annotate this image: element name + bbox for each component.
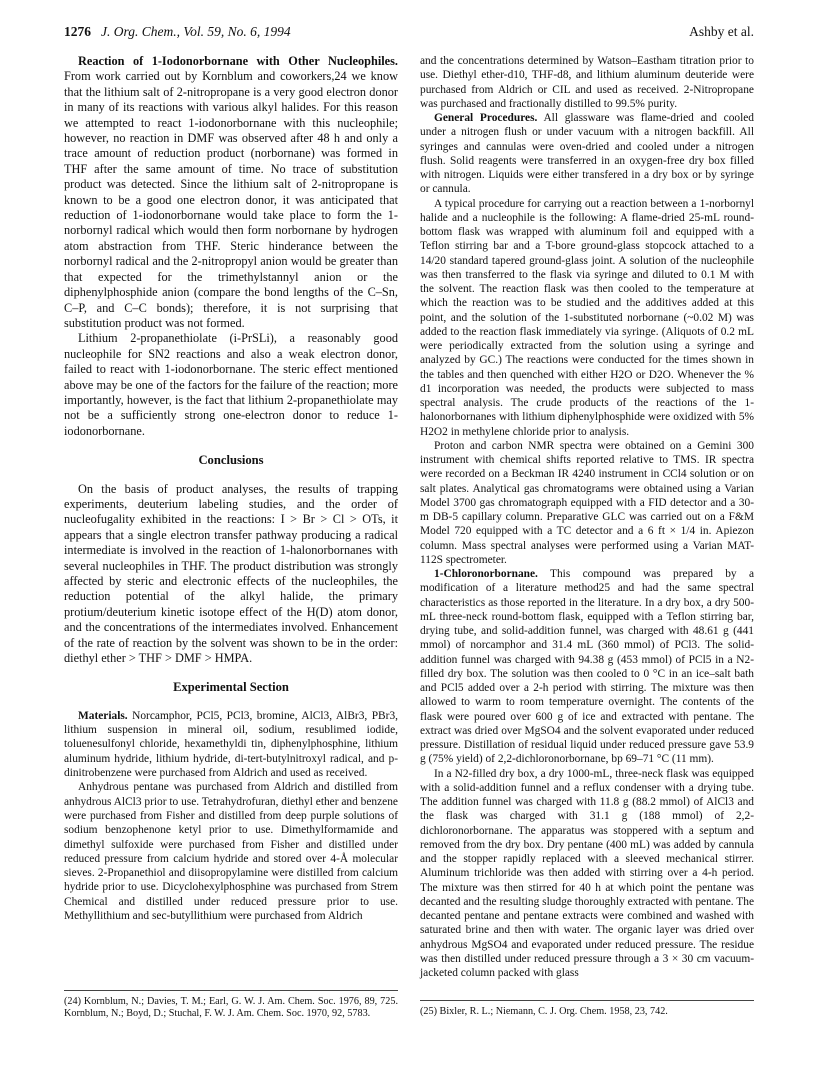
footnote-25: (25) Bixler, R. L.; Niemann, C. J. Org. Chem. 1958, 23, 742. <box>420 1000 754 1018</box>
running-header <box>64 24 754 44</box>
journal-citation: J. Org. Chem., Vol. 59, No. 6, 1994 <box>101 24 291 39</box>
paragraph-chloronorbornane: 1-Chloronorbornane. This compound was prepared by a modification of a literature method25 and had the same spectral characteristics as those reported in the literature. In a dry box, a dry 500-mL three-neck round-bottom flask, equipped with a Teflon stirring bar, drying tube, and solid-addition funnel, was charged with 48.61 g (441 mmol) of norcamphor and 31.4 mL (360 mmol) of PCl3. The solid-addition funnel was charged with 94.38 g (453 mmol) of PCl5 in a N2-filled dry box. The solution was then cooled to 0 °C in an ice–salt bath and PCl5 added over a 2-h period with stirring. The mixture was then allowed to warm to room temperature overnight. The contents of the flask were poured over 600 g of ice and extracted with pentane. The extract was dried over MgSO4 and the solvent evaporated under reduced pressure. Distillation of residual liquid under reduced pressure gave 53.9 g (75% yield) of 2,2-dichloronorbornane, bp 69–71 °C (11 mm). <box>420 568 754 766</box>
section-heading-experimental: Experimental Section <box>173 680 289 695</box>
running-authors: Ashby et al. <box>689 24 754 39</box>
paragraph-anhydrous: Anhydrous pentane was purchased from Aldrich and distilled from anhydrous AlCl3 prior to use. Tetrahydrofuran, diethyl ether and benzene were purchased from Fisher and distilled from deep purple solutions of sodium benzophenone ketyl prior to use. Dimethylformamide and dimethyl sulfoxide were purchased from Fisher and distilled under reduced pressure from calcium hydride and stored over 4-Å molecular sieves. 2-Propanethiol and diisopropylamine were distilled from calcium hydride prior to use. Dicyclohexylphosphine was purchased from Strem Chemical and distilled under reduced pressure prior to use. Methyllithium and sec-butyllithium were purchased from Aldrich <box>64 781 398 922</box>
run-in-heading: General Procedures. <box>434 112 538 124</box>
paragraph-materials: Materials. Norcamphor, PCl5, PCl3, bromine, AlCl3, AlBr3, PBr3, lithium suspension in mineral oil, sodium, resublimed iodide, toluenesulfonyl chloride, hexamethyldi tin, diphenylphosphine, lithium aluminum hydride, lithium hydride, di-tert-butylnitroxyl radical, and p-dinitrobenzene were purchased from Aldrich and used as received. <box>64 709 398 780</box>
paragraph-iodonorbornane: Reaction of 1-Iodonorbornane with Other Nucleophiles. From work carried out by Kornblum and coworkers,24 we know that the lithium salt of 2-nitropropane is a very good electron donor in many of its reactions with various alkyl halides. For this reason we attempted to react 1-iodonorbornane with this nucleophile; however, no reaction in DMF was observed after 48 h and only a trace amount of reduction product (norbornane) was formed in THF after the same amount of time. No trace of substitution product was detected. Since the lithium salt of 2-nitropropane is known to be a good one electron donor, it was anticipated that reduction of 1-iodonorbornane would take place to form the 1-norbornyl radical which would then form norbornane by hydrogen atom abstraction from THF. Steric hinderance between the norbornyl radical and the 2-nitropropyl anion would be greater than that expected for the trimethylstannyl anion or the diphenylphosphide anion (compare the bond lengths of the C–Sn, C–P, and C–C bonds); therefore, it is not surprising that substitution product was not formed. <box>64 54 398 330</box>
right-column <box>420 54 754 980</box>
page-number: 1276 <box>64 24 91 39</box>
paragraph-propanethiolate: Lithium 2-propanethiolate (i-PrSLi), a reasonably good nucleophile for SN2 reactions and also a weak electron donor, failed to react with 1-iodonorbornane. The steric effect mentioned above may be one of the factors for the failure of the reaction; more importantly, however, is the fact that lithium 2-propanethiolate may not be a sufficiently strong one-electron donor to reduce 1-iodonorbornane. <box>64 331 398 438</box>
left-column <box>64 54 398 923</box>
paragraph-general-procedures: General Procedures. All glassware was flame-dried and cooled under a nitrogen flush or under vacuum with a nitrogen backfill. All syringes and cannulas were oven-dried and cooled under a nitrogen flush. Solid reagents were transferred in an oxygen-free dry box filled with nitrogen. Liquids were either transfered in a dry box or by syringe or cannula. <box>420 112 754 196</box>
paragraph-nmr: Proton and carbon NMR spectra were obtained on a Gemini 300 instrument with chemical shifts reported relative to TMS. IR spectra were recorded on a Beckman IR 4240 instrument in CCl4 solution or on salt plates. Analytical gas chromatograms were obtained using a Varian Model 3700 gas chromatograph equipped with a FID detector and a 30-m DB-5 capillary column. Preparative GLC was carried out on a F&M Model 720 equipped with a TC detector and a 6 ft × 1/4 in. Apiezon column. Mass spectral analyses were performed using a Varian MAT-112S spectrometer. <box>420 439 754 566</box>
section-heading-conclusions: Conclusions <box>198 453 264 468</box>
run-in-heading: Reaction of 1-Iodonorbornane with Other Nucleophiles. <box>78 54 398 68</box>
run-in-heading: 1-Chloronorbornane. <box>434 568 538 580</box>
footnote-24: (24) Kornblum, N.; Davies, T. M.; Earl, G. W. J. Am. Chem. Soc. 1976, 89, 725. Kornblum, N.; Boyd, D.; Stuchal, F. W. J. Am. Chem. Soc. 1970, 92, 5783. <box>64 990 398 1021</box>
paragraph-typical-procedure: A typical procedure for carrying out a reaction between a 1-norbornyl halide and a nucleophile is the following: A flame-dried 25-mL round-bottom flask was wrapped with aluminum foil and equipped with a Teflon stirring bar and a T-bore ground-glass stopcock attached to a 14/20 standard tapered ground-glass joint. A solution of the nucleophile was then transferred to the flask via syringe and diluted to 0.1 M with the solvent. The reaction flask was then cooled to the temperature at which the reaction was to be studied and the additives added at this point, and the solution of the 1-substituted norbornane (~0.02 M) was added to the reaction flask immediately via syringe. (Aliquots of 0.2 mL were periodically extracted from the solution using a syringe and analyzed by GC.) The reactions were conducted for the times shown in the tables and then quenched with either H2O or D2O. Whenever the % d1 incorporation was needed, the products were subjected to mass spectral analysis. The crude products of the reactions of the 1-halonorbornanes with lithium diphenylphosphide were oxidized with 5% H2O2 in methylene chloride prior to analysis. <box>420 197 754 438</box>
paragraph-continued: and the concentrations determined by Watson–Eastham titration prior to use. Diethyl ether-d10, THF-d8, and lithium aluminum deuteride were purchased from Aldrich or CIL and used as received. 2-Nitropropane was purchased and fractionally distilled to 99.5% purity. <box>420 55 754 110</box>
paragraph-n2-procedure: In a N2-filled dry box, a dry 1000-mL, three-neck flask was equipped with a solid-addition funnel and a reflux condenser with a drying tube. The addition funnel was charged with 11.8 g (88.2 mmol) of AlCl3 and the flask was charged with 31.1 g (188 mmol) of 2,2-dichloronorbornane. The apparatus was stoppered with a septum and removed from the dry box. Dry pentane (400 mL) was added by cannula and the stopper rapidly replaced with a sleeved mechanical stirrer. Aluminum trichloride was then added with stirring over a 4-h period. The mixture was then stirred for 40 h at which point the pentane was decanted and the resulting sludge thoroughly extracted with pentane. The decanted pentane and pentane extracts were combined and washed with saturated brine and then with water. The organic layer was dried over anhydrous MgSO4 and evaporated under reduced pressure. The residue was then distilled under reduced pressure through a 3 × 30 cm vacuum-jacketed column packed with glass <box>420 767 754 979</box>
run-in-heading: Materials. <box>78 709 128 722</box>
paragraph-conclusions: On the basis of product analyses, the results of trapping experiments, deuterium labeling studies, and the order of nucleofugality exhibited in the reactions: I > Br > Cl > OTs, it appears that a single electron transfer pathway producing a radical intermediate is involved in the reaction of 1-halonorbornanes with several nucleophiles in THF. The product distribution was strongly affected by steric and electronic effects of the nucleophiles, the reduction potential of the alkyl halide, the primary protium/deuterium kinetic isotope effect of the H(D) atom donor, and the concentrations of the intermediates involved. Enhancement of the rate of reaction by the solvent was shown to be in the order: diethyl ether > THF > DMF > HMPA. <box>64 481 398 666</box>
